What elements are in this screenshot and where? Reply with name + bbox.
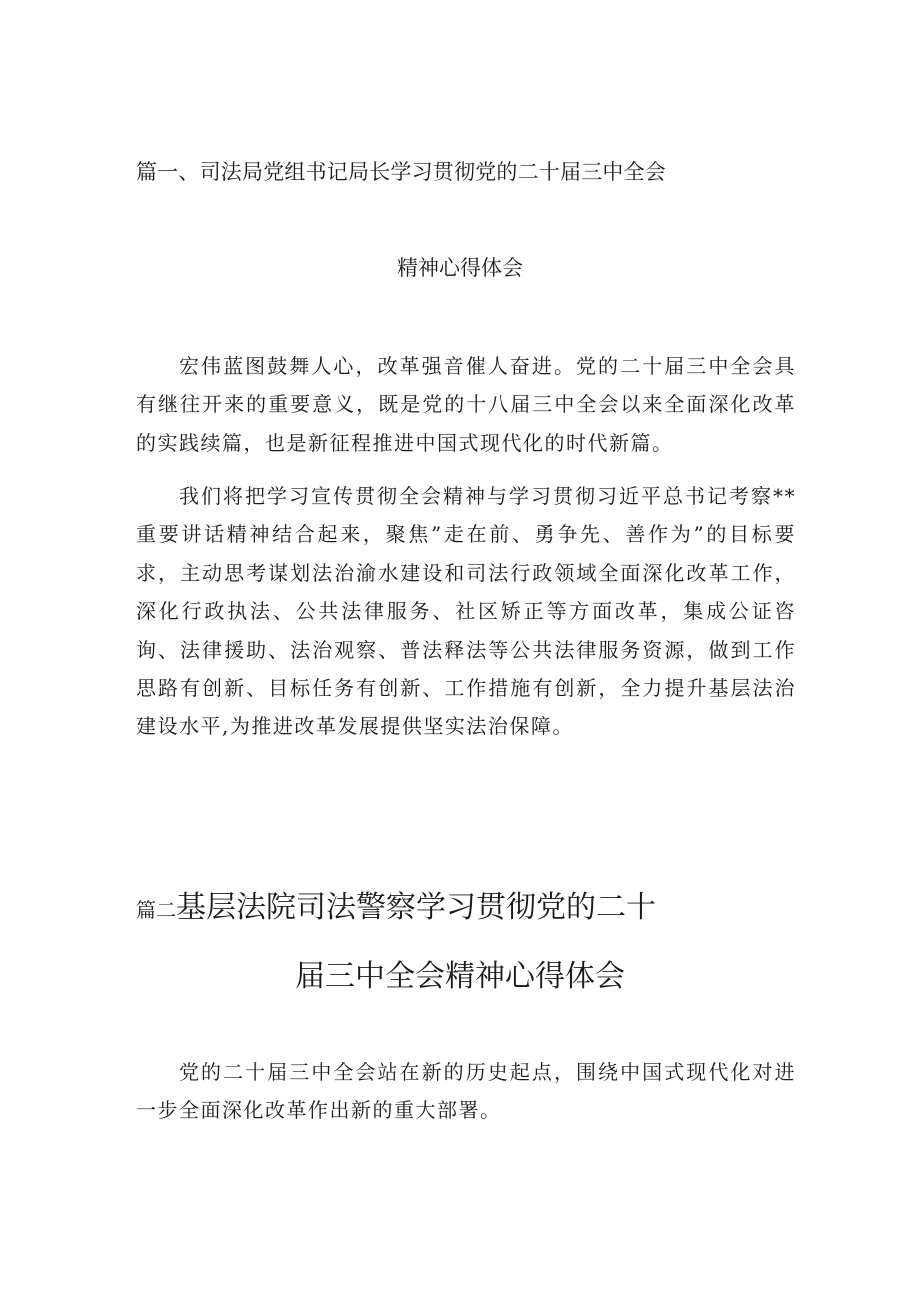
section1-title-line2: 精神心得体会 [397, 256, 523, 280]
section2-title-main: 基层法院司法警察学习贯彻党的二十 [176, 890, 656, 925]
section2-title-line2: 届三中全会精神心得体会 [295, 959, 625, 994]
section2-title-prefix: 篇二 [136, 898, 176, 922]
section1-paragraph-2: 我们将把学习宣传贯彻全会精神与学习贯彻习近平总书记考察**重要讲话精神结合起来，聚焦”走在前、勇争先、善作为”的目标要求，主动思考谋划法治渝水建设和司法行政领域全面深化改革工作，深化行政执法、公共法律服务、社区矫正等方面改革，集成公证咨询、法律援助、法治观察、普法释法等公共法律服务资源，做到工作思路有创新、目标任务有创新、工作措施有创新，全力提升基层法治建设水平,为推进改革发展提供坚实法治保障。 [136, 484, 796, 739]
section2-title-line1 [136, 888, 856, 930]
section1-paragraph-1: 宏伟蓝图鼓舞人心，改革强音催人奋进。党的二十届三中全会具有继往开来的重要意义，既是党的十八届三中全会以来全面深化改革的实践续篇，也是新征程推进中国式现代化的时代新篇。 [136, 354, 796, 455]
section1-title-line1: 篇一、司法局党组书记局长学习贯彻党的二十届三中全会 [136, 160, 666, 184]
section2-paragraph-1: 党的二十届三中全会站在新的历史起点，围绕中国式现代化对进一步全面深化改革作出新的重大部署。 [136, 1060, 796, 1123]
